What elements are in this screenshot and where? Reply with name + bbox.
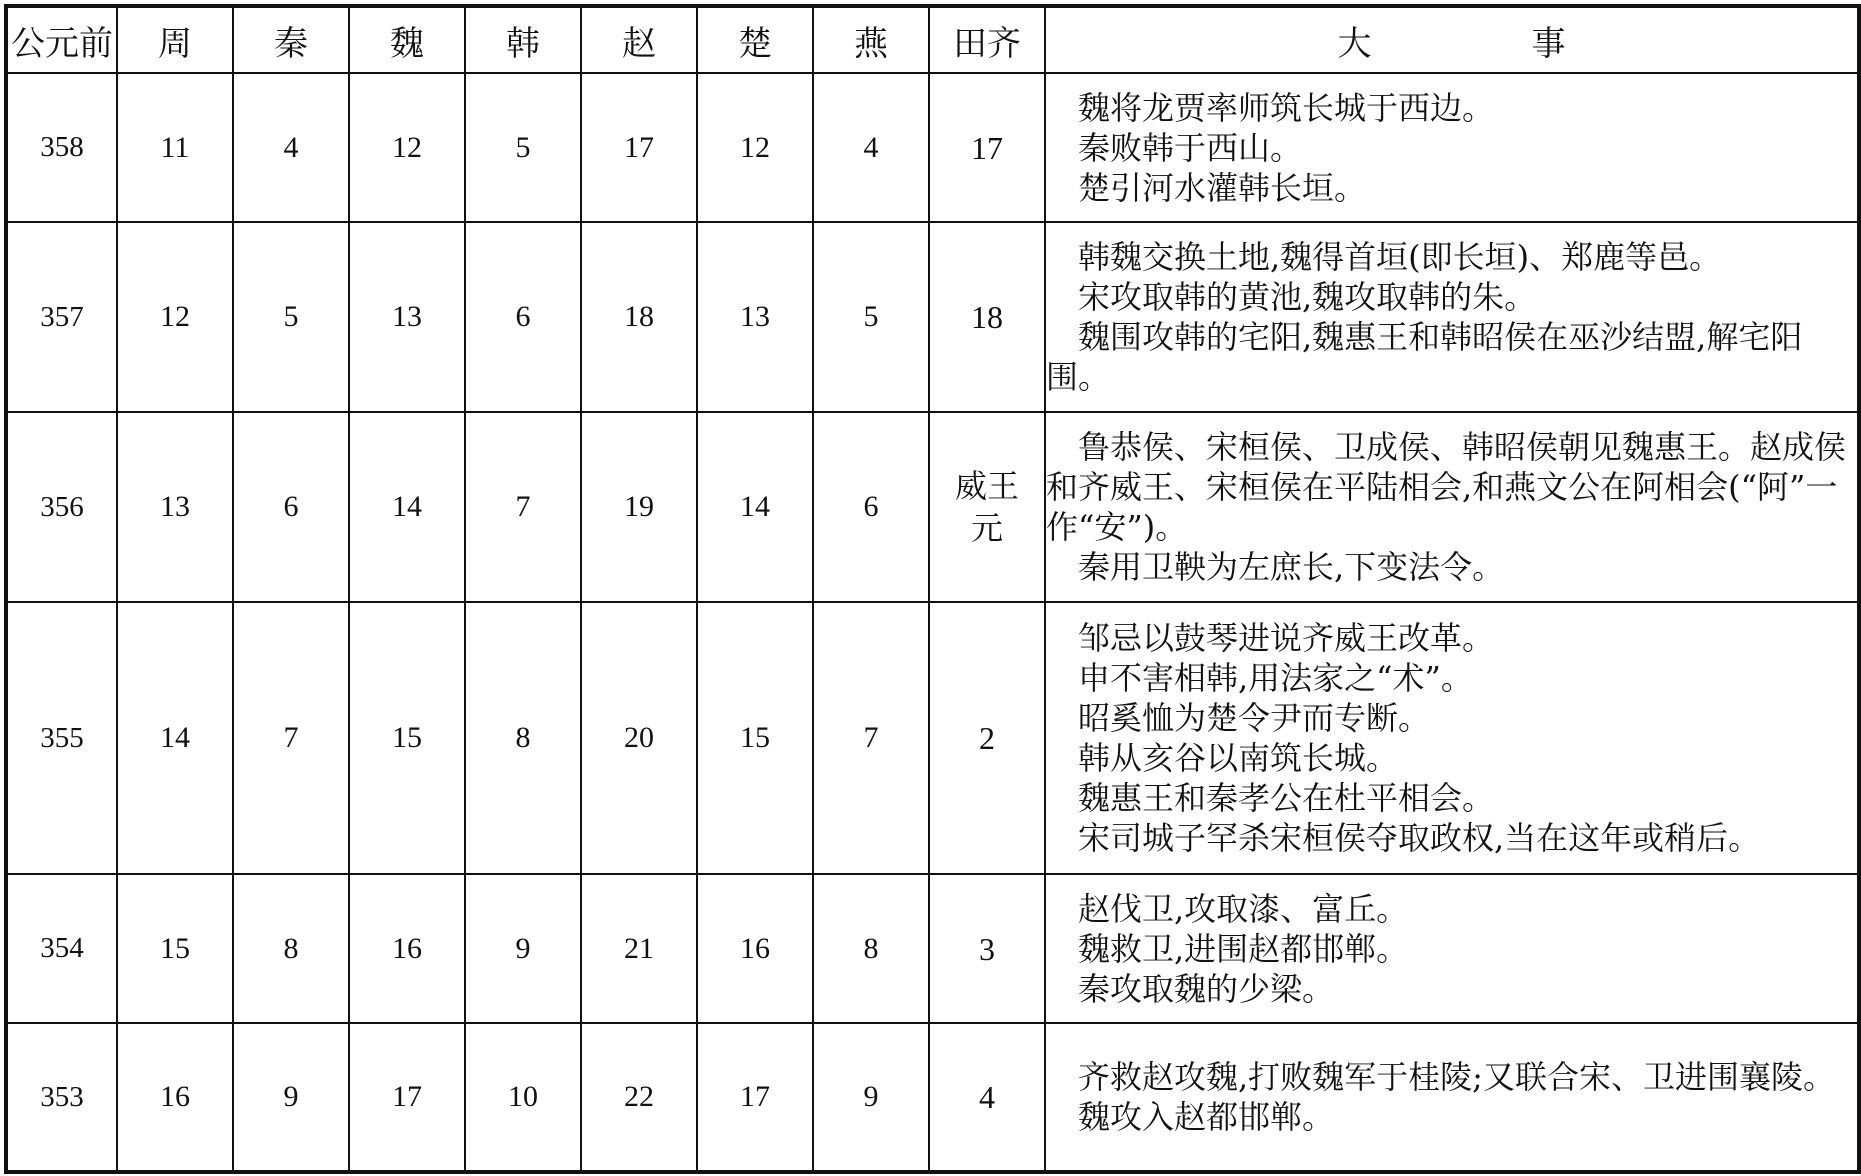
cell-yan: 7 bbox=[813, 602, 929, 874]
cell-zhao: 22 bbox=[581, 1023, 697, 1172]
cell-zhao: 21 bbox=[581, 874, 697, 1023]
cell-zhou: 14 bbox=[117, 602, 233, 874]
cell-zhou: 12 bbox=[117, 222, 233, 412]
cell-yan: 4 bbox=[813, 73, 929, 222]
cell-zhao: 17 bbox=[581, 73, 697, 222]
header-yan: 燕 bbox=[813, 6, 929, 73]
cell-zhou: 11 bbox=[117, 73, 233, 222]
table-row bbox=[6, 73, 1859, 222]
cell-yan: 9 bbox=[813, 1023, 929, 1172]
header-qi: 田齐 bbox=[929, 6, 1045, 73]
cell-han: 9 bbox=[465, 874, 581, 1023]
cell-wei: 16 bbox=[349, 874, 465, 1023]
event-line: 赵伐卫,攻取漆、富丘。 bbox=[1078, 889, 1409, 928]
header-zhao: 赵 bbox=[581, 6, 697, 73]
chronology-table-container bbox=[4, 4, 1861, 1174]
event-line: 魏围攻韩的宅阳,魏惠王和韩昭侯在巫沙结盟,解宅阳围。 bbox=[1046, 318, 1803, 396]
cell-events bbox=[1045, 222, 1859, 412]
table-row bbox=[6, 1023, 1859, 1172]
cell-qin: 8 bbox=[233, 874, 349, 1023]
cell-year: 356 bbox=[6, 412, 117, 602]
cell-qin: 6 bbox=[233, 412, 349, 602]
event-line: 鲁恭侯、宋桓侯、卫成侯、韩昭侯朝见魏惠王。赵成侯和齐威王、宋桓侯在平陆相会,和燕文公在阿相会(“阿”一作“安”)。 bbox=[1046, 428, 1847, 546]
event-line: 魏救卫,进围赵都邯郸。 bbox=[1078, 929, 1409, 968]
event-line: 申不害相韩,用法家之“术”。 bbox=[1078, 659, 1473, 697]
cell-wei: 17 bbox=[349, 1023, 465, 1172]
cell-zhao: 20 bbox=[581, 602, 697, 874]
cell-chu: 16 bbox=[697, 874, 813, 1023]
cell-zhou: 16 bbox=[117, 1023, 233, 1172]
cell-wei: 15 bbox=[349, 602, 465, 874]
table-row bbox=[6, 412, 1859, 602]
cell-qi: 18 bbox=[929, 222, 1045, 412]
cell-qi bbox=[929, 412, 1045, 602]
header-events bbox=[1045, 6, 1859, 73]
event-line: 秦攻取魏的少梁。 bbox=[1078, 969, 1335, 1008]
table-body bbox=[6, 73, 1859, 1172]
event-line: 魏惠王和秦孝公在杜平相会。 bbox=[1078, 779, 1495, 817]
cell-qin: 4 bbox=[233, 73, 349, 222]
header-events-second-char: 事 bbox=[1531, 23, 1566, 64]
cell-yan: 8 bbox=[813, 874, 929, 1023]
event-line: 宋司城子罕杀宋桓侯夺取政权,当在这年或稍后。 bbox=[1078, 819, 1761, 857]
cell-zhou: 15 bbox=[117, 874, 233, 1023]
cell-year: 353 bbox=[6, 1023, 117, 1172]
header-chu: 楚 bbox=[697, 6, 813, 73]
cell-yan: 5 bbox=[813, 222, 929, 412]
cell-zhao: 18 bbox=[581, 222, 697, 412]
event-line: 昭奚恤为楚令尹而专断。 bbox=[1078, 699, 1431, 737]
cell-yan: 6 bbox=[813, 412, 929, 602]
cell-chu: 14 bbox=[697, 412, 813, 602]
cell-han: 7 bbox=[465, 412, 581, 602]
ruler-name: 威王 bbox=[954, 468, 1019, 504]
header-han: 韩 bbox=[465, 6, 581, 73]
cell-chu: 17 bbox=[697, 1023, 813, 1172]
cell-qi: 17 bbox=[929, 73, 1045, 222]
header-events-first-char: 大 bbox=[1337, 23, 1372, 64]
cell-events bbox=[1045, 602, 1859, 874]
cell-qi: 2 bbox=[929, 602, 1045, 874]
cell-zhou: 13 bbox=[117, 412, 233, 602]
header-row bbox=[6, 6, 1859, 73]
event-line: 韩魏交换土地,魏得首垣(即长垣)、郑鹿等邑。 bbox=[1078, 238, 1722, 276]
cell-chu: 15 bbox=[697, 602, 813, 874]
event-line: 宋攻取韩的黄池,魏攻取韩的朱。 bbox=[1078, 278, 1537, 316]
table-row bbox=[6, 222, 1859, 412]
header-wei: 魏 bbox=[349, 6, 465, 73]
cell-events bbox=[1045, 73, 1859, 222]
cell-qin: 7 bbox=[233, 602, 349, 874]
event-line: 楚引河水灌韩长垣。 bbox=[1078, 168, 1367, 207]
cell-han: 6 bbox=[465, 222, 581, 412]
cell-zhao: 19 bbox=[581, 412, 697, 602]
cell-year: 354 bbox=[6, 874, 117, 1023]
cell-year: 355 bbox=[6, 602, 117, 874]
table-row bbox=[6, 602, 1859, 874]
cell-han: 8 bbox=[465, 602, 581, 874]
cell-chu: 12 bbox=[697, 73, 813, 222]
cell-han: 5 bbox=[465, 73, 581, 222]
cell-wei: 14 bbox=[349, 412, 465, 602]
event-line: 邹忌以鼓琴进说齐威王改革。 bbox=[1078, 619, 1495, 657]
table-row bbox=[6, 874, 1859, 1023]
cell-qin: 9 bbox=[233, 1023, 349, 1172]
cell-year: 358 bbox=[6, 73, 117, 222]
cell-chu: 13 bbox=[697, 222, 813, 412]
cell-qi: 4 bbox=[929, 1023, 1045, 1172]
event-line: 秦败韩于西山。 bbox=[1078, 128, 1303, 167]
header-qin: 秦 bbox=[233, 6, 349, 73]
event-line: 魏攻入赵都邯郸。 bbox=[1078, 1098, 1335, 1136]
header-year: 公元前 bbox=[6, 6, 117, 73]
cell-wei: 12 bbox=[349, 73, 465, 222]
event-line: 秦用卫鞅为左庶长,下变法令。 bbox=[1078, 548, 1505, 586]
ruler-year: 元 bbox=[970, 510, 1003, 546]
cell-events bbox=[1045, 1023, 1859, 1172]
cell-han: 10 bbox=[465, 1023, 581, 1172]
header-zhou: 周 bbox=[117, 6, 233, 73]
cell-year: 357 bbox=[6, 222, 117, 412]
cell-events bbox=[1045, 412, 1859, 602]
event-line: 韩从亥谷以南筑长城。 bbox=[1078, 739, 1399, 777]
chronology-table bbox=[4, 4, 1861, 1174]
cell-qin: 5 bbox=[233, 222, 349, 412]
cell-wei: 13 bbox=[349, 222, 465, 412]
cell-qi: 3 bbox=[929, 874, 1045, 1023]
event-line: 魏将龙贾率师筑长城于西边。 bbox=[1078, 88, 1495, 127]
event-line: 齐救赵攻魏,打败魏军于桂陵;又联合宋、卫进围襄陵。 bbox=[1078, 1058, 1835, 1096]
cell-events bbox=[1045, 874, 1859, 1023]
